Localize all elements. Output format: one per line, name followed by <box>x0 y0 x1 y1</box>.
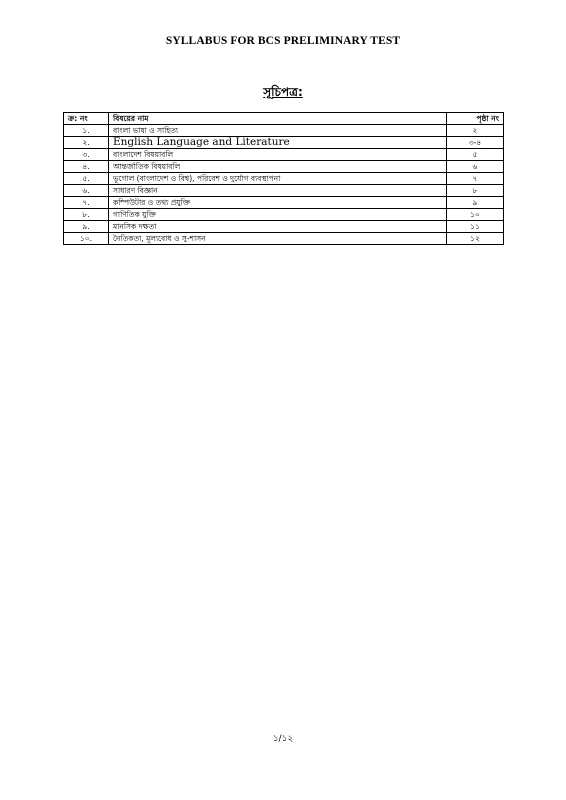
row-serial: ৩. <box>64 149 109 161</box>
table-row <box>64 125 504 137</box>
row-subject: কম্পিউটার ও তথ্য প্রযুক্তি <box>109 197 447 209</box>
row-page: ৫ <box>447 149 504 161</box>
header-serial: ক্র: নং <box>64 113 109 125</box>
row-serial: ২. <box>64 137 109 149</box>
header-page: পৃষ্ঠা নং <box>447 113 504 125</box>
row-subject: English Language and Literature <box>109 137 447 149</box>
row-subject: নৈতিকতা, মূল্যবোধ ও সু-শাসন <box>109 233 447 245</box>
table-row <box>64 209 504 221</box>
table-row <box>64 197 504 209</box>
row-page: ৮ <box>447 185 504 197</box>
row-subject: আন্তর্জাতিক বিষয়াবলি <box>109 161 447 173</box>
row-subject: সাধারণ বিজ্ঞান <box>109 185 447 197</box>
row-serial: ৫. <box>64 173 109 185</box>
table-row <box>64 221 504 233</box>
header-subject: বিষয়ের নাম <box>109 113 447 125</box>
row-serial: ৬. <box>64 185 109 197</box>
row-subject: গাণিতিক যুক্তি <box>109 209 447 221</box>
row-subject: ভূগোল (বাংলাদেশ ও বিশ্ব), পরিবেশ ও দুর্যোগ ব্যবস্থাপনা <box>109 173 447 185</box>
row-subject: বাংলাদেশ বিষয়াবলি <box>109 149 447 161</box>
toc-header-row <box>64 113 504 125</box>
row-serial: ৭. <box>64 197 109 209</box>
row-subject: মানসিক দক্ষতা <box>109 221 447 233</box>
table-row <box>64 233 504 245</box>
row-page: ৩-৪ <box>447 137 504 149</box>
row-serial: ১. <box>64 125 109 137</box>
row-page: ১০ <box>447 209 504 221</box>
table-row <box>64 173 504 185</box>
row-page: ১১ <box>447 221 504 233</box>
toc-table <box>63 112 504 245</box>
table-row <box>64 161 504 173</box>
table-row <box>64 149 504 161</box>
page-number: ১/১২ <box>272 734 294 744</box>
row-page: ১২ <box>447 233 504 245</box>
row-serial: ১০. <box>64 233 109 245</box>
table-row <box>64 137 504 149</box>
row-subject: বাংলা ভাষা ও সাহিত্য <box>109 125 447 137</box>
row-serial: ৯. <box>64 221 109 233</box>
row-page: ৬ <box>447 161 504 173</box>
row-serial: ৮. <box>64 209 109 221</box>
document-title: SYLLABUS FOR BCS PRELIMINARY TEST <box>165 35 401 47</box>
table-row <box>64 185 504 197</box>
row-page: ৭ <box>447 173 504 185</box>
row-serial: ৪. <box>64 161 109 173</box>
toc-heading: সূচিপত্র: <box>263 85 303 99</box>
row-page: ৯ <box>447 197 504 209</box>
row-page: ২ <box>447 125 504 137</box>
